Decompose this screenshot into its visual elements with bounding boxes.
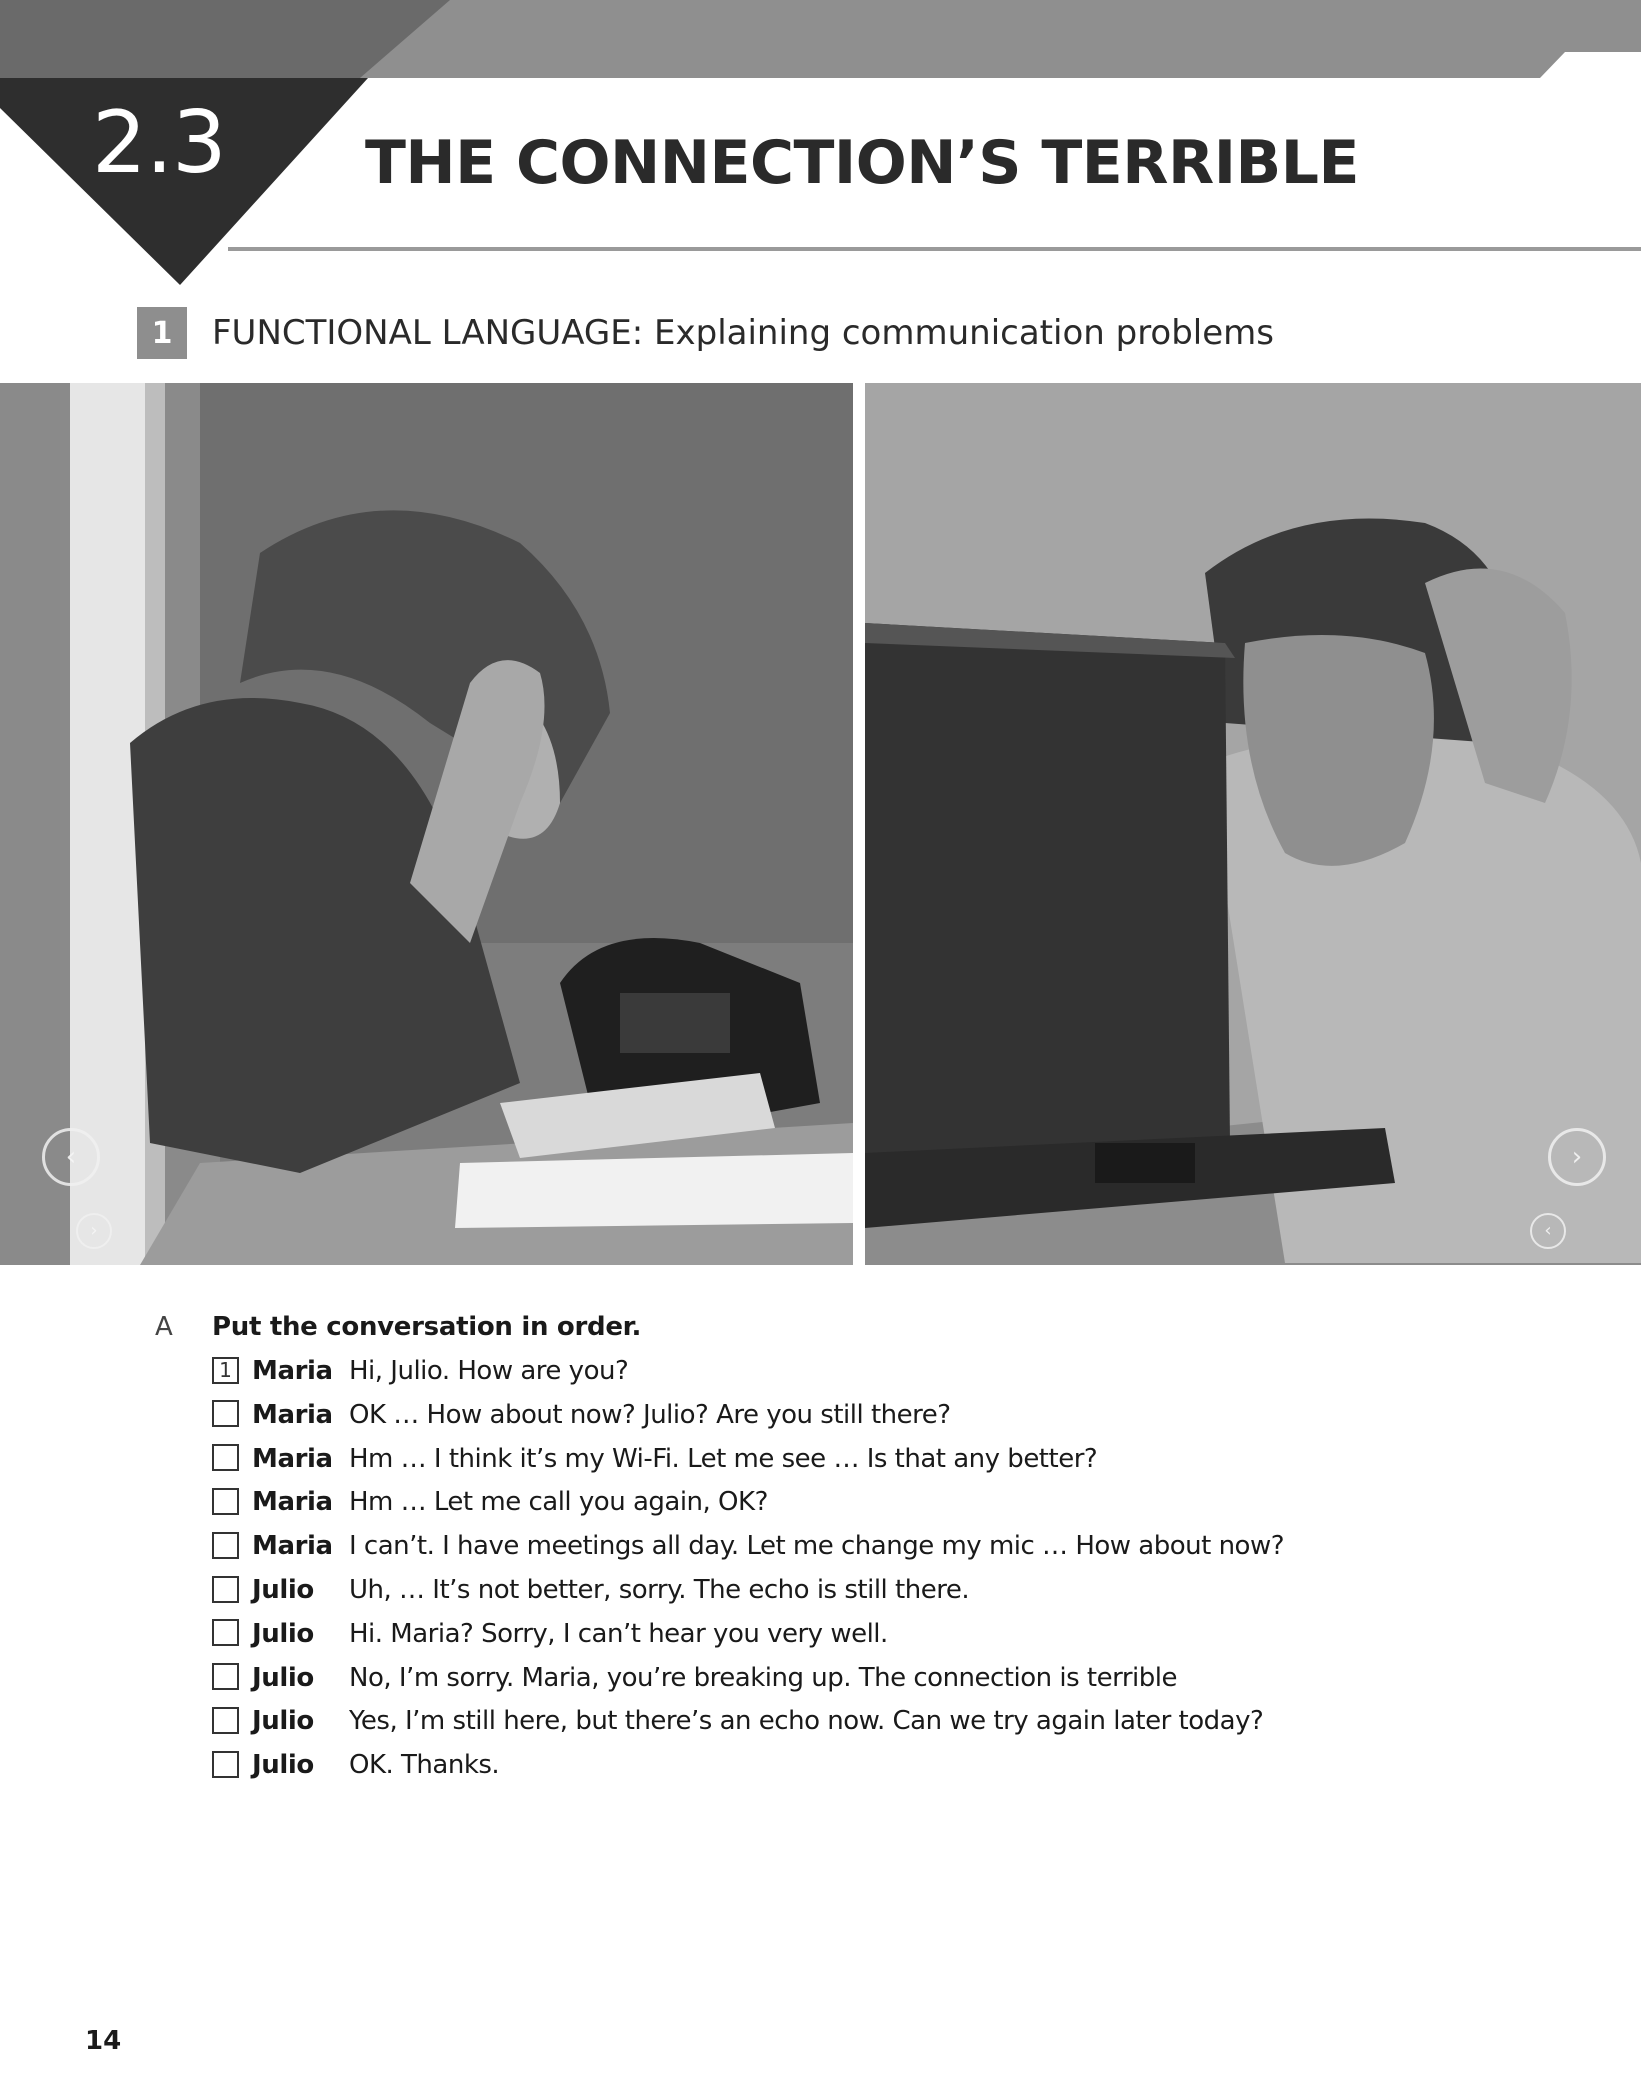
speaker-name: Maria xyxy=(252,1531,333,1562)
chevron-right-icon: › xyxy=(1571,1142,1583,1172)
utterance-text: Yes, I’m still here, but there’s an echo now. Can we try again later today? xyxy=(349,1706,1264,1737)
speaker-name: Julio xyxy=(252,1618,314,1649)
order-checkbox[interactable] xyxy=(212,1488,239,1515)
conversation-line xyxy=(212,1616,1412,1650)
conversation-line xyxy=(212,1572,1412,1606)
chevron-left-icon: ‹ xyxy=(1544,1220,1552,1241)
utterance-text: Hi, Julio. How are you? xyxy=(349,1356,629,1386)
exercise-letter: A xyxy=(155,1312,173,1342)
utterance-text: OK … How about now? Julio? Are you still there? xyxy=(349,1399,951,1430)
order-checkbox[interactable] xyxy=(212,1619,239,1646)
photo-stressed-woman xyxy=(0,383,853,1265)
speaker-name: Maria xyxy=(252,1443,333,1474)
order-checkbox[interactable] xyxy=(212,1444,239,1471)
order-checkbox[interactable] xyxy=(212,1751,239,1778)
order-checkbox[interactable] xyxy=(212,1707,239,1734)
conversation-line xyxy=(212,1703,1412,1737)
utterance-text: Hi. Maria? Sorry, I can’t hear you very well. xyxy=(349,1618,888,1649)
order-checkbox[interactable]: 1 xyxy=(212,1357,239,1384)
speaker-name: Maria xyxy=(252,1356,333,1386)
photo-frustrated-man xyxy=(865,383,1641,1265)
utterance-text: Hm … Let me call you again, OK? xyxy=(349,1487,768,1518)
speaker-name: Maria xyxy=(252,1487,333,1518)
order-checkbox[interactable] xyxy=(212,1400,239,1427)
photo-prev-arrow[interactable] xyxy=(42,1128,100,1186)
order-checkbox[interactable] xyxy=(212,1576,239,1603)
utterance-text: No, I’m sorry. Maria, you’re breaking up. The connection is terrible xyxy=(349,1662,1177,1693)
lesson-title: THE CONNECTION’S TERRIBLE xyxy=(365,128,1359,198)
photo-next-arrow[interactable] xyxy=(1548,1128,1606,1186)
photo-prev-small-arrow[interactable] xyxy=(1530,1213,1566,1249)
lesson-number: 2.3 xyxy=(92,93,226,193)
title-divider xyxy=(228,247,1641,251)
page-number: 14 xyxy=(85,2026,122,2056)
chevron-left-icon: ‹ xyxy=(65,1142,77,1172)
order-checkbox[interactable] xyxy=(212,1663,239,1690)
speaker-name: Julio xyxy=(252,1706,314,1737)
conversation-line xyxy=(212,1397,1412,1431)
speaker-name: Julio xyxy=(252,1750,314,1781)
chevron-right-icon: › xyxy=(90,1220,98,1241)
conversation-line xyxy=(212,1441,1412,1475)
conversation-line xyxy=(212,1353,1412,1387)
speaker-name: Julio xyxy=(252,1662,314,1693)
utterance-text: OK. Thanks. xyxy=(349,1750,500,1781)
section-number-badge: 1 xyxy=(137,307,187,359)
section-title: FUNCTIONAL LANGUAGE: Explaining communication problems xyxy=(212,313,1275,353)
utterance-text: Hm … I think it’s my Wi-Fi. Let me see … Is that any better? xyxy=(349,1443,1098,1474)
order-checkbox[interactable] xyxy=(212,1532,239,1559)
exercise-instruction: Put the conversation in order. xyxy=(212,1312,642,1342)
utterance-text: Uh, … It’s not better, sorry. The echo is still there. xyxy=(349,1575,970,1605)
conversation-line xyxy=(212,1660,1412,1694)
conversation-line xyxy=(212,1747,1412,1781)
conversation-line xyxy=(212,1528,1412,1562)
speaker-name: Julio xyxy=(252,1575,314,1605)
speaker-name: Maria xyxy=(252,1399,333,1430)
photo-next-small-arrow[interactable] xyxy=(76,1213,112,1249)
utterance-text: I can’t. I have meetings all day. Let me change my mic … How about now? xyxy=(349,1531,1285,1562)
conversation-line xyxy=(212,1484,1412,1518)
